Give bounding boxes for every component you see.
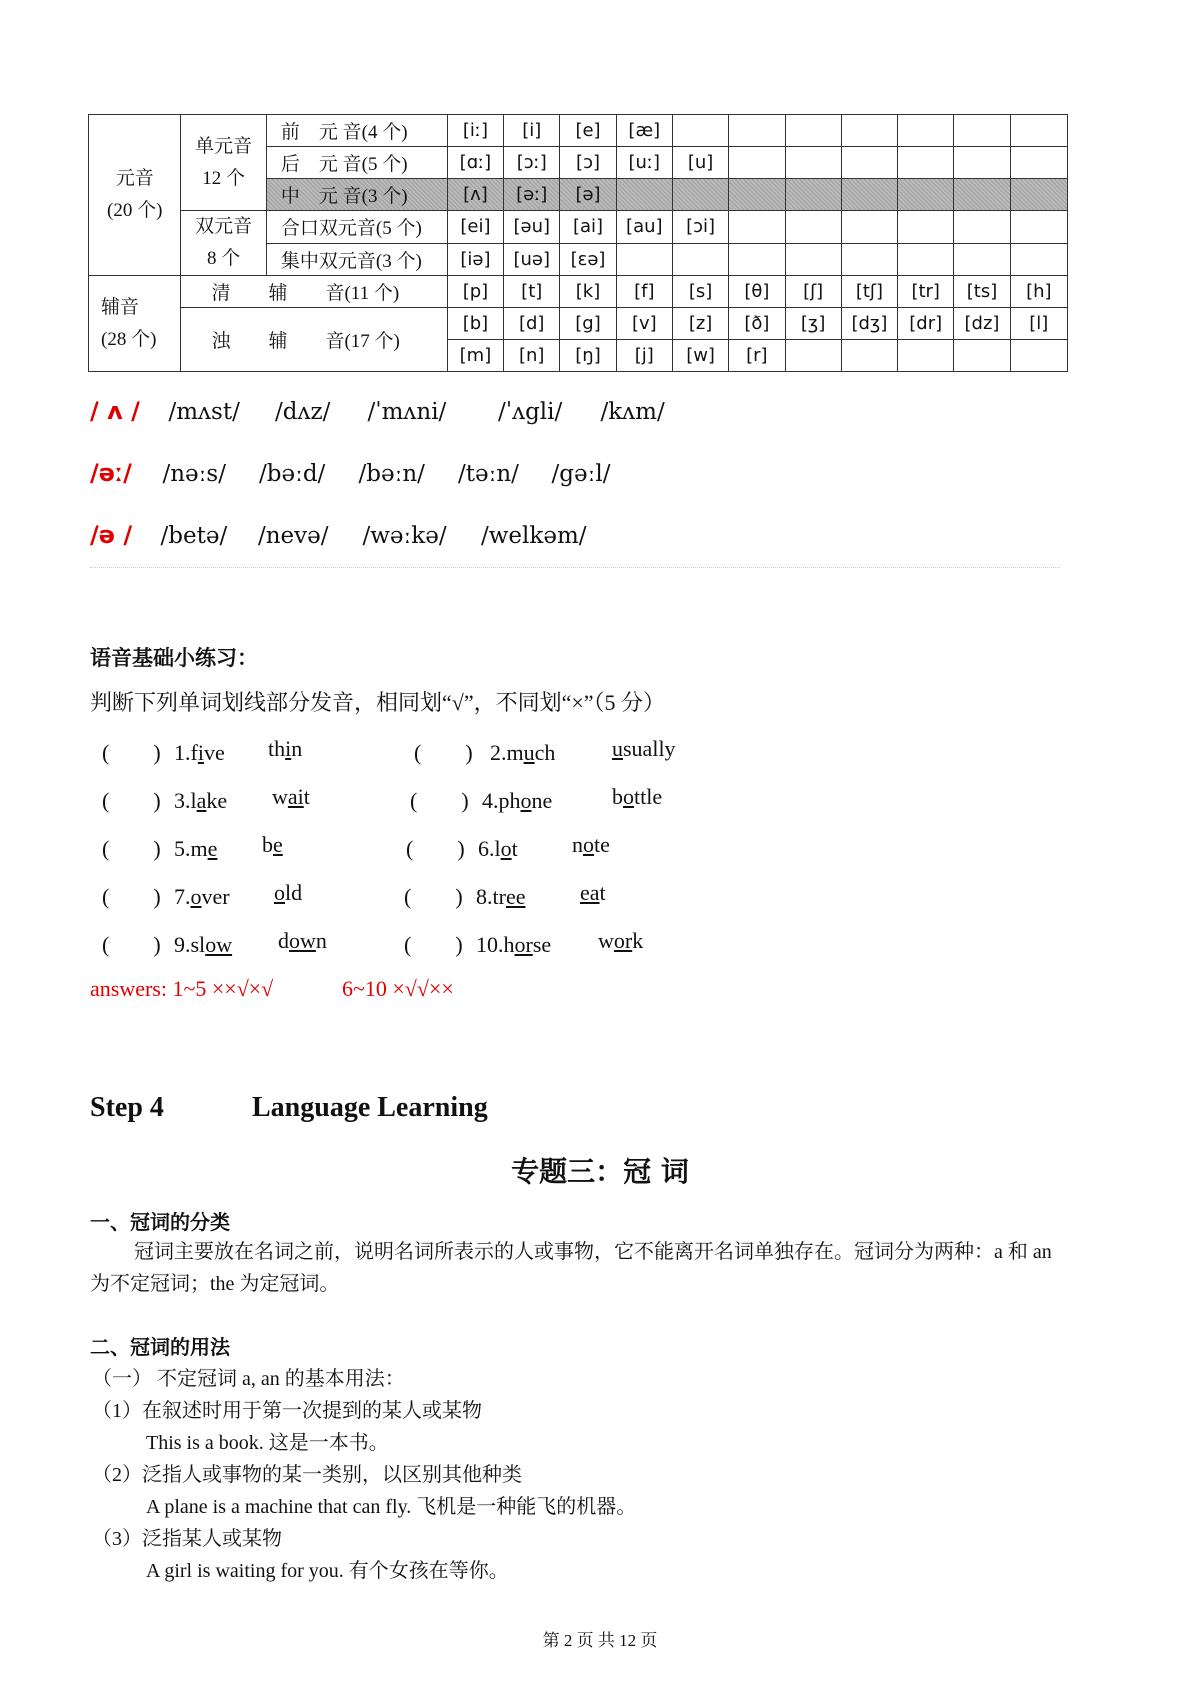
table-cell (729, 243, 785, 276)
answers-1-5: answers: 1~5 ××√×√ (90, 976, 274, 1001)
table-cell: [tʃ] (841, 276, 897, 308)
table-cell (672, 115, 728, 147)
back-vowel-label: 后 元 音(5 个) (266, 147, 447, 179)
section-1-title: 一、冠词的分类 (90, 1210, 230, 1234)
phonetic-word: /nəːs/ (162, 461, 226, 487)
table-cell: [iə] (447, 243, 503, 276)
table-cell (841, 211, 897, 244)
table-cell: [ð] (729, 308, 785, 340)
table-cell: [æ] (616, 115, 672, 147)
table-cell: [v] (616, 308, 672, 340)
table-cell: [r] (729, 340, 785, 372)
example-1: This is a book. 这是一本书。 (146, 1432, 389, 1454)
table-cell: [ʃ] (785, 276, 841, 308)
table-cell (1010, 340, 1067, 372)
table-cell: [ɔ] (560, 147, 616, 179)
exercise-item-5-word2: be (262, 832, 283, 857)
phonetic-word: /betə/ (160, 523, 228, 549)
answer-blank[interactable]: ( ) (102, 836, 161, 861)
table-cell: [s] (672, 276, 728, 308)
table-cell (729, 147, 785, 179)
exercise-item-1: ( ) 1.five (102, 736, 225, 767)
table-cell: [ʌ] (447, 179, 503, 211)
table-cell: [uː] (616, 147, 672, 179)
table-cell: [p] (447, 276, 503, 308)
table-cell: [b] (447, 308, 503, 340)
answer-blank[interactable]: ( ) (404, 932, 463, 957)
table-cell: [ts] (954, 276, 1010, 308)
phonetic-word: /bəːd/ (259, 461, 326, 487)
step-title: Language Learning (252, 1092, 488, 1123)
phonetic-word: /welkəm/ (481, 523, 587, 549)
section-1-body: 冠词主要放在名词之前，说明名词所表示的人或事物，它不能离开名词单独存在。冠词分为两种：a 和 an 为不定冠词；the 为定冠词。 (90, 1241, 1052, 1295)
subsection-1: （一） 不定冠词 a, an 的基本用法： (92, 1368, 405, 1390)
table-cell: [ɛə] (560, 243, 616, 276)
exercise-item-9-word2: down (278, 928, 327, 953)
answer-blank[interactable]: ( ) (102, 932, 161, 957)
table-cell: [əː] (504, 179, 560, 211)
table-cell: [θ] (729, 276, 785, 308)
phonetic-word: /dʌz/ (275, 399, 331, 425)
phonetic-word: /nevə/ (258, 523, 329, 549)
table-cell (672, 243, 728, 276)
exercise-item-2: ( ) 2.much (414, 736, 555, 767)
table-cell (1010, 243, 1067, 276)
table-cell (954, 211, 1010, 244)
phonetic-word: /ˈmʌni/ (367, 399, 447, 425)
table-cell: [ə] (560, 179, 616, 211)
phonetic-table (88, 114, 1068, 372)
exercise-item-10-word2: work (598, 928, 644, 953)
table-cell (785, 211, 841, 244)
table-cell: [tr] (898, 276, 954, 308)
table-cell (616, 243, 672, 276)
table-cell (898, 243, 954, 276)
phonetic-head: /ə / (90, 521, 133, 549)
table-cell (898, 211, 954, 244)
table-cell (954, 147, 1010, 179)
voiced-label: 浊 辅 音(17 个) (181, 308, 447, 372)
usage-1: （1）在叙述时用于第一次提到的某人或某物 (92, 1400, 482, 1422)
exercise-item-7: ( ) 7.over (102, 880, 230, 911)
table-cell (1010, 147, 1067, 179)
central-vowel-label: 中 元 音(3 个) (266, 179, 447, 211)
example-3: A girl is waiting for you. 有个女孩在等你。 (146, 1560, 509, 1582)
exercise-item-6: ( ) 6.lot (406, 832, 518, 863)
step-heading (90, 1092, 488, 1124)
phonetic-row-2 (90, 458, 610, 488)
table-cell: [g] (560, 308, 616, 340)
phonetic-row-1 (90, 396, 665, 426)
table-cell (785, 340, 841, 372)
answer-blank[interactable]: ( ) (404, 884, 463, 909)
table-cell (1010, 115, 1067, 147)
table-cell: [u] (672, 147, 728, 179)
phonetic-word: /wəːkə/ (362, 523, 447, 549)
table-cell (954, 179, 1010, 211)
table-cell: [ɔi] (672, 211, 728, 244)
table-cell: [t] (504, 276, 560, 308)
table-cell (729, 115, 785, 147)
phonetic-word: /gəːl/ (551, 461, 611, 487)
table-cell: [dr] (898, 308, 954, 340)
table-cell: [k] (560, 276, 616, 308)
table-cell (785, 179, 841, 211)
table-cell (898, 115, 954, 147)
table-cell: [l] (1010, 308, 1067, 340)
usage-3: （3）泛指某人或某物 (92, 1528, 282, 1550)
table-cell (841, 147, 897, 179)
table-cell: [ʒ] (785, 308, 841, 340)
consonants-category: 辅音 (28 个) (89, 276, 181, 372)
exercise-instruction: 判断下列单词划线部分发音，相同划“√”，不同划“×”（5 分） (90, 690, 666, 715)
exercise-item-8: ( ) 8.tree (404, 880, 525, 911)
phonetic-word: /ˈʌgli/ (498, 399, 563, 425)
diphthong-category: 双元音 8 个 (181, 211, 266, 276)
exercise-item-6-word2: note (572, 832, 610, 857)
answer-blank[interactable]: ( ) (102, 788, 161, 813)
answers-6-10: 6~10 ×√√×× (342, 976, 454, 1001)
table-cell: [iː] (447, 115, 503, 147)
front-vowel-label: 前 元 音(4 个) (266, 115, 447, 147)
step-number: Step 4 (90, 1092, 164, 1123)
exercise-item-9: ( ) 9.slow (102, 928, 232, 959)
phonetic-head: / ʌ / (90, 397, 140, 425)
table-cell: [d] (504, 308, 560, 340)
table-cell: [dz] (954, 308, 1010, 340)
answer-blank[interactable]: ( ) (102, 884, 161, 909)
table-cell (954, 115, 1010, 147)
table-cell: [w] (672, 340, 728, 372)
vowels-category: 元音 (20 个) (89, 115, 181, 276)
table-cell (898, 179, 954, 211)
table-cell: [h] (1010, 276, 1067, 308)
monophthong-category: 单元音 12 个 (181, 115, 266, 211)
dotted-divider (90, 567, 1060, 568)
table-cell: [m] (447, 340, 503, 372)
answer-blank[interactable]: ( ) (410, 788, 469, 813)
exercise-item-3-word2: wait (272, 784, 310, 809)
table-cell: [i] (504, 115, 560, 147)
topic-title: 专题三：冠 词 (511, 1155, 689, 1188)
table-cell: [z] (672, 308, 728, 340)
exercise-item-8-word2: eat (580, 880, 606, 905)
answer-blank[interactable]: ( ) (406, 836, 465, 861)
table-cell: [uə] (504, 243, 560, 276)
table-cell (729, 211, 785, 244)
closing-diphthong-label: 合口双元音(5 个) (266, 211, 447, 244)
phonetic-row-3 (90, 520, 587, 550)
table-cell: [e] (560, 115, 616, 147)
table-cell: [ai] (560, 211, 616, 244)
exercise-item-3: ( ) 3.lake (102, 784, 227, 815)
table-cell (616, 179, 672, 211)
usage-2: （2）泛指人或事物的某一类别，以区别其他种类 (92, 1464, 522, 1486)
example-2: A plane is a machine that can fly. 飞机是一种能飞的机器。 (146, 1496, 637, 1518)
answers-line (90, 976, 454, 1002)
phonetic-word: /mʌst/ (168, 399, 240, 425)
table-cell: [ei] (447, 211, 503, 244)
voiceless-label: 清 辅 音(11 个) (181, 276, 447, 308)
table-cell (954, 340, 1010, 372)
table-cell (785, 243, 841, 276)
exercise-item-10: ( ) 10.horse (404, 928, 551, 959)
table-cell (1010, 211, 1067, 244)
exercise-item-1-word2: thin (268, 736, 303, 761)
phonetic-word: /kʌm/ (600, 399, 665, 425)
table-cell (672, 179, 728, 211)
table-cell (785, 147, 841, 179)
table-cell: [ŋ] (560, 340, 616, 372)
table-cell: [f] (616, 276, 672, 308)
table-cell: [dʒ] (841, 308, 897, 340)
page-footer: 第 2 页 共 12 页 (542, 1631, 658, 1650)
answer-blank[interactable]: ( ) (102, 740, 161, 765)
table-cell (729, 179, 785, 211)
table-cell: [n] (504, 340, 560, 372)
phonetic-word: /təːn/ (458, 461, 519, 487)
table-cell (841, 179, 897, 211)
table-cell (954, 243, 1010, 276)
table-cell: [əu] (504, 211, 560, 244)
exercise-item-4-word2: bottle (612, 784, 663, 809)
table-cell (1010, 179, 1067, 211)
exercise-item-2-word2: usually (612, 736, 676, 761)
table-cell (841, 243, 897, 276)
table-cell (785, 115, 841, 147)
phonetic-head: /əː/ (90, 459, 132, 487)
exercise-item-4: ( ) 4.phone (410, 784, 552, 815)
centering-diphthong-label: 集中双元音(3 个) (266, 243, 447, 276)
exercise-title: 语音基础小练习： (90, 646, 258, 670)
table-cell (898, 340, 954, 372)
exercise-item-7-word2: old (274, 880, 303, 905)
table-cell: [ɔː] (504, 147, 560, 179)
table-cell: [j] (616, 340, 672, 372)
table-cell: [au] (616, 211, 672, 244)
table-cell (841, 115, 897, 147)
exercise-item-5: ( ) 5.me (102, 832, 217, 863)
section-2-title: 二、冠词的用法 (90, 1335, 230, 1359)
table-cell (841, 340, 897, 372)
table-cell: [ɑː] (447, 147, 503, 179)
table-cell (898, 147, 954, 179)
answer-blank[interactable]: ( ) (414, 740, 473, 765)
phonetic-word: /bəːn/ (358, 461, 425, 487)
